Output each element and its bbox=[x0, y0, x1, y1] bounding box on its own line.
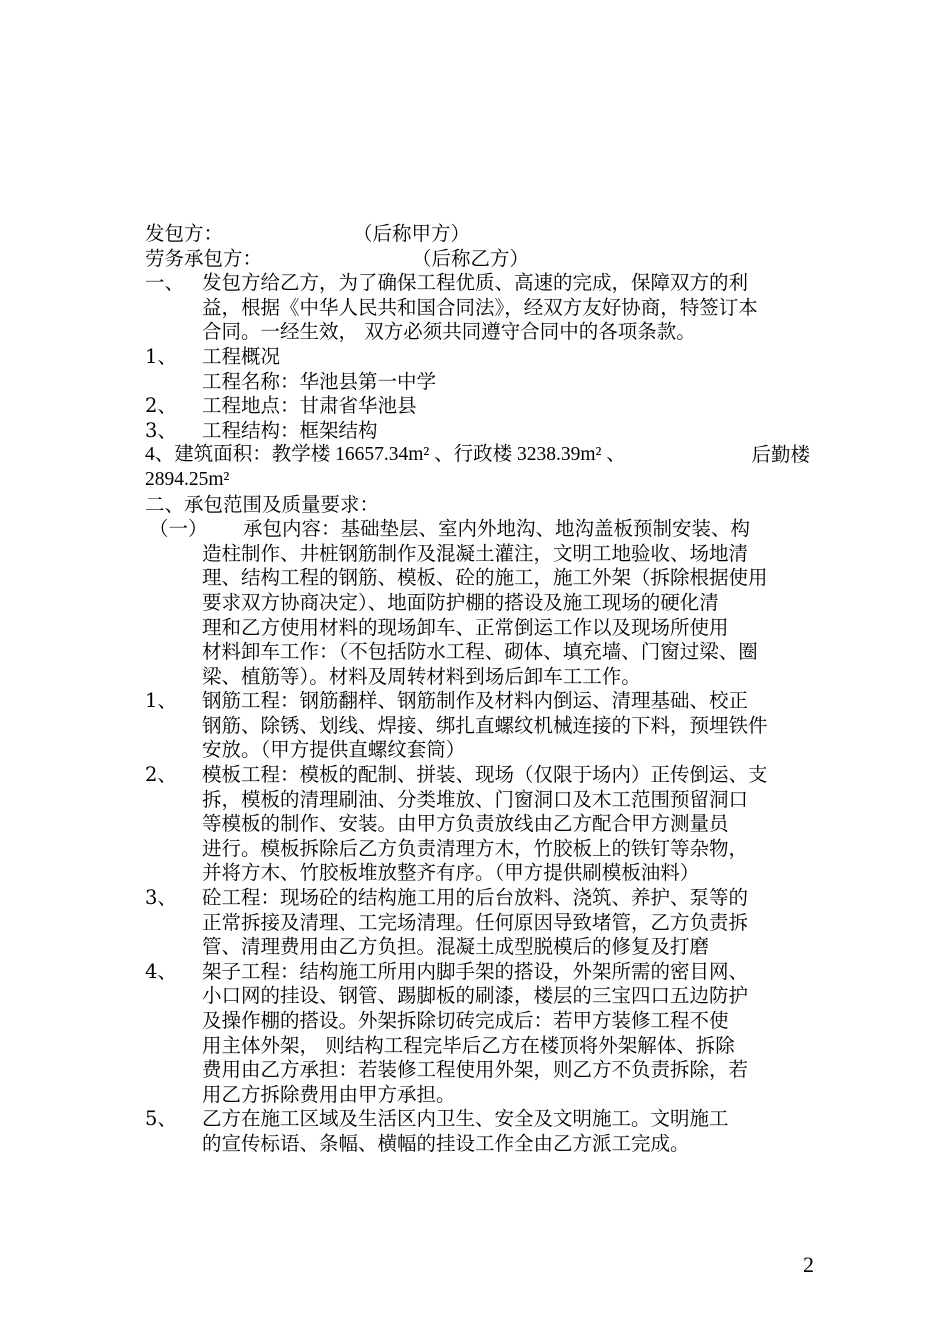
paragraph-line: 及操作棚的搭设。外架拆除切砖完成后：若甲方装修工程不使 bbox=[202, 1009, 729, 1032]
paragraph-line: 承包内容：基础垫层、室内外地沟、地沟盖板预制安装、构 bbox=[243, 517, 751, 541]
overview-heading bbox=[145, 345, 810, 394]
paragraph-line: 钢筋、除锈、划线、焊接、绑扎直螺纹机械连接的下料，预埋铁件 bbox=[202, 713, 768, 737]
paragraph-line: 管、清理费用由乙方负担。混凝土成型脱模后的修复及打磨 bbox=[202, 935, 710, 959]
paragraph-line: 并将方木、竹胶板堆放整齐有序。（甲方提供刷模板油料） bbox=[202, 861, 700, 885]
project-structure bbox=[145, 419, 810, 444]
paragraph-line: 费用由乙方承担：若装修工程使用外架，则乙方不负责拆除，若 bbox=[202, 1058, 749, 1082]
area-text-left: 4、建筑面积：教学楼 16657.34m² 、行政楼 3238.39m² 、 bbox=[145, 444, 626, 466]
item-number: 4、 bbox=[145, 959, 177, 983]
item-number: 5、 bbox=[145, 1107, 177, 1131]
paragraph-line: 安放。（甲方提供直螺纹套筒） bbox=[202, 738, 466, 762]
area-text-right: 后勤楼 bbox=[751, 443, 810, 467]
paragraph-line: 正常拆接及清理、工完场清理。任何原因导致堵管，乙方负责拆 bbox=[202, 910, 749, 934]
item-number: 3、 bbox=[145, 418, 177, 442]
paragraph-line: 益，根据《中华人民共和国合同法》，经双方友好协商，特签订本 bbox=[202, 295, 758, 319]
paragraph-line: 小口网的挂设、钢管、踢脚板的刷漆，楼层的三宝四口五边防护 bbox=[202, 984, 749, 1008]
party-a-alias: （后称甲方） bbox=[353, 222, 471, 245]
paragraph-line: 乙方在施工区域及生活区内卫生、安全及文明施工。文明施工 bbox=[202, 1107, 729, 1131]
project-location bbox=[145, 394, 810, 419]
part-number: （一） bbox=[149, 517, 208, 541]
paragraph-line: 砼工程：现场砼的结构施工用的后台放料、浇筑、养护、泵等的 bbox=[202, 886, 749, 910]
party-b-alias: （后称乙方） bbox=[412, 246, 530, 270]
structure-text: 工程结构：框架结构 bbox=[202, 418, 378, 442]
paragraph-line: 梁、植筋等）。材料及周转材料到场后卸车工工作。 bbox=[202, 664, 641, 688]
scope-item-civilized-construction bbox=[145, 1107, 810, 1156]
paragraph-line: 理、结构工程的钢筋、模板、砼的施工，施工外架（拆除根据使用 bbox=[202, 566, 768, 590]
location-text: 工程地点：甘肃省华池县 bbox=[202, 394, 417, 418]
scope-item-scaffold bbox=[145, 960, 810, 1108]
building-area bbox=[145, 443, 810, 492]
paragraph-line: 理和乙方使用材料的现场卸车、正常倒运工作以及现场所使用 bbox=[202, 615, 729, 639]
item-number: 2、 bbox=[145, 394, 177, 418]
paragraph-line: 造柱制作、井桩钢筋制作及混凝土灌注，文明工地验收、场地清 bbox=[202, 541, 749, 565]
item-number: 1、 bbox=[145, 689, 177, 713]
paragraph-line: 架子工程：结构施工所用内脚手架的搭设，外架所需的密目网、 bbox=[202, 959, 749, 983]
paragraph-line: 拆，模板的清理刷油、分类堆放、门窗洞口及木工范围预留洞口 bbox=[202, 787, 749, 811]
paragraph-line: 钢筋工程：钢筋翻样、钢筋制作及材料内倒运、清理基础、校正 bbox=[202, 689, 749, 713]
intro-paragraph bbox=[145, 271, 810, 345]
party-a-line bbox=[145, 222, 810, 247]
item-number: 2、 bbox=[145, 763, 177, 787]
paragraph-line: 用主体外架， 则结构工程完毕后乙方在楼顶将外架解体、拆除 bbox=[202, 1033, 735, 1057]
party-b-label: 劳务承包方： bbox=[145, 246, 263, 270]
scope-title: 二、承包范围及质量要求： bbox=[145, 492, 380, 516]
paragraph-line: 进行。模板拆除后乙方负责清理方木，竹胶板上的铁钉等杂物， bbox=[202, 836, 749, 860]
project-name: 工程名称：华池县第一中学 bbox=[202, 369, 437, 393]
paragraph-line: 等模板的制作、安装。由甲方负责放线由乙方配合甲方测量员 bbox=[202, 812, 729, 836]
scope-item-steel bbox=[145, 689, 810, 763]
item-number: 3、 bbox=[145, 886, 177, 910]
scope-item-formwork bbox=[145, 763, 810, 886]
party-a-label: 发包方： bbox=[145, 222, 224, 245]
paragraph-line: 合同。一经生效， 双方必须共同遵守合同中的各项条款。 bbox=[202, 320, 696, 344]
paragraph-line: 发包方给乙方，为了确保工程优质、高速的完成，保障双方的利 bbox=[202, 271, 749, 295]
paragraph-line: 模板工程：模板的配制、拼装、现场（仅限于场内）正传倒运、支 bbox=[202, 763, 768, 787]
page-number: 2 bbox=[803, 1252, 814, 1277]
scope-part-1 bbox=[145, 517, 810, 689]
area-line bbox=[145, 443, 810, 468]
section-number: 一、 bbox=[145, 271, 185, 295]
overview-title: 工程概况 bbox=[202, 344, 281, 368]
party-b-line bbox=[145, 247, 810, 272]
paragraph-line: 用乙方拆除费用由甲方承担。 bbox=[202, 1082, 456, 1106]
paragraph-line: 要求双方协商决定）、地面防护棚的搭设及施工现场的硬化清 bbox=[202, 590, 719, 614]
paragraph-line: 的宣传标语、条幅、横幅的挂设工作全由乙方派工完成。 bbox=[202, 1131, 690, 1155]
item-number: 1、 bbox=[145, 344, 177, 368]
scope-item-concrete bbox=[145, 886, 810, 960]
contract-body bbox=[145, 222, 810, 1157]
paragraph-line: 材料卸车工作：（不包括防水工程、砌体、填充墙、门窗过梁、圈 bbox=[202, 640, 758, 664]
area-line-continued: 2894.25m² bbox=[145, 468, 230, 490]
